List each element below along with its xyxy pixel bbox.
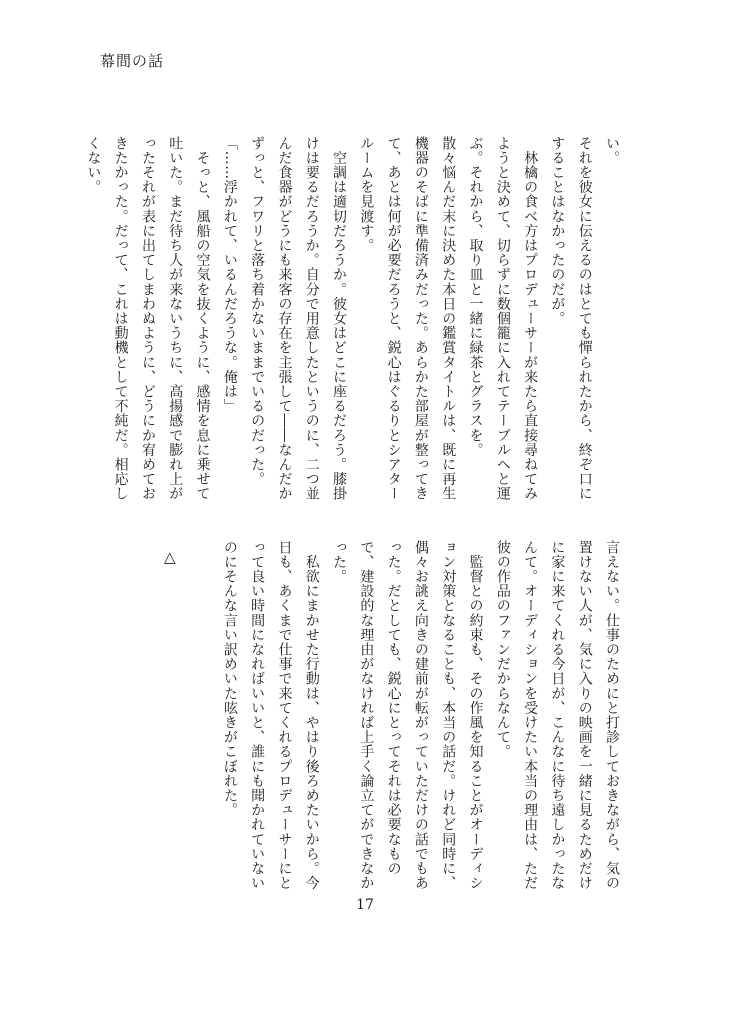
body-text-lower: 言えない。仕事のためにと打診しておきながら、気の置けない人が、気に入りの映画を一緒に見るためだけに家に来てくれる今日が、こんなに待ち遠しかったなんて。オーディションを受けたい本当の理由は、ただ彼の作品のファンだからなんて。 監督との約束も、その作風を知ることがオーディション対策となることも、本当の話だ。けれど同時に、偶々お誂え向きの建前が転がっていただけの話でもあった。だとしても、鋭心にとってそれは必要なもので、建設的な理由がなければ上手く論立てができなかった。 私欲にまかせた行動は、やはり後ろめたいから。今日も、あくまで仕事で来てくれるプロデューサーにとって良い時間になればいいと、誰にも聞かれていないのにそんな言い訳めいた呟きがこぼれた。 [221, 540, 620, 891]
page-number: 17 [356, 897, 374, 913]
body-text-upper: い。 それを彼女に伝えるのはとても憚られたから、終ぞ口にすることはなかったのだが。 林檎の食べ方はプロデューサーが来たら直接尋ねてみようと決めて、切らずに数個籠に入れてテーブルへと運ぶ。それから、取り皿と一緒に緑茶とグラスを。 散々悩んだ末に決めた本日の鑑賞タイトルは、既に再生機器のそばに準備済みだった。あらかた部屋が整ってきて、あとは何が必要だろうと、鋭心はぐるりとシアタールームを見渡す。 空調は適切だろうか。彼女はどこに座るだろう。膝掛けは要るだろうか。自分で用意したというのに、二つ並んだ食器がどうにも来客の存在を主張して――なんだかずっと、フワリと落ち着かないままでいるのだった。 「……浮かれて、いるんだろうな。俺は」 そっと、風船の空気を抜くように、感情を息に乗せて吐いた。まだ待ち人が来ないうちに、高揚感で膨れ上がったそれが表に出てしまわぬように、どうにか宥めておきたかった。だって、これは動機として不純だ。相応しくない。 [85, 136, 620, 501]
running-title: 幕間の話 [100, 52, 165, 70]
scene-break-triangle-icon: △ [164, 548, 176, 566]
